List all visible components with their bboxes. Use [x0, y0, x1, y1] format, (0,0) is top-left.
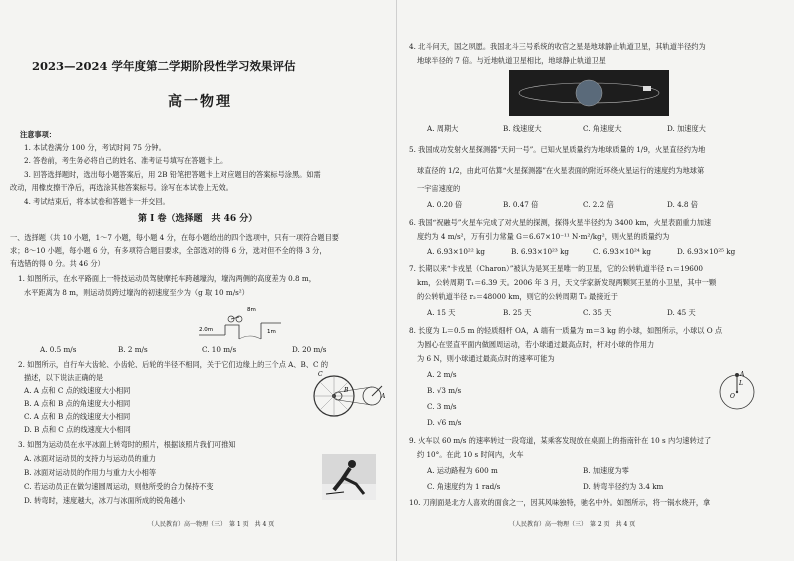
figure-label: L [739, 380, 743, 387]
question-10-stem: 10. 刀削面是北方人喜欢的面食之一，因其风味独特，驰名中外。如图所示，将一锅水烧开，拿 [409, 498, 711, 507]
notice-item: 改动，用橡皮擦干净后，再选涂其他答案标号。涂写在本试卷上无效。 [10, 183, 233, 192]
q8-option-a: A. 2 m/s [427, 370, 457, 379]
question-1-stem: 1. 如图所示，在水平路面上一特技运动员驾驶摩托车跨越壕沟，壕沟两侧的高度差为 0.8 m， [18, 274, 316, 283]
bicycle-gears-figure [310, 368, 390, 424]
figure-label: 2.0m [199, 327, 214, 333]
q4-option-a: A. 周期大 [427, 124, 459, 133]
notice-item: 1. 本试卷满分 100 分，考试时间 75 分钟。 [24, 143, 166, 152]
notice-item: 2. 答卷前，考生务必将自己的姓名、准考证号填写在答题卡上。 [24, 156, 228, 165]
section-heading: 第 Ⅰ 卷（选择题 共 46 分） [138, 214, 258, 224]
q4-option-b: B. 线速度大 [503, 124, 542, 133]
q9-option-a: A. 运动路程为 600 m [427, 466, 498, 475]
notice-heading: 注意事项： [20, 130, 56, 139]
question-7-stem: 7. 长期以来“卡戎星（Charon）”被认为是冥王星唯一的卫星，它的公转轨道半径 r₁＝19600 [409, 264, 703, 273]
q7-option-b: B. 25 天 [503, 308, 532, 317]
question-3-stem: 3. 如图为运动员在水平冰面上转弯时的照片，根据该照片我们可推知 [18, 440, 236, 449]
figure-label: A [740, 371, 745, 378]
question-6-stem: 度约为 4 m/s²，万有引力常量 G＝6.67×10⁻¹¹ N·m²/kg²，则火星的质量约为 [417, 232, 670, 241]
q3-option-d: D. 转弯时，速度越大，冰刀与冰面所成的锐角越小 [24, 496, 186, 505]
q6-option-c: C. 6.93×10²⁴ kg [593, 247, 651, 256]
q8-option-b: B. √3 m/s [427, 386, 462, 395]
figure-label: B [344, 387, 349, 394]
q4-option-d: D. 加速度大 [667, 124, 706, 133]
q2-option-d: D. B 点和 C 点的线速度大小相同 [24, 425, 131, 434]
q3-option-c: C. 若运动员正在做匀速圆周运动，则他所受的合力保持不变 [24, 482, 214, 491]
question-2-stem: 描述，以下说法正确的是 [24, 373, 104, 382]
q2-option-a: A. A 点和 C 点的线速度大小相同 [24, 386, 131, 395]
rod-circle-figure [715, 368, 759, 412]
q9-option-c: C. 角速度约为 1 rad/s [427, 482, 501, 491]
page-footer: （人民教育）高一物理（三） 第 2 页 共 4 页 [509, 521, 636, 528]
intro-line: 求；8～10 小题，每小题 6 分，有多项符合题目要求，全部选对的得 6 分，选对但不全的得 3 分， [10, 246, 327, 255]
q1-option-b: B. 2 m/s [118, 345, 148, 354]
figure-label: 8m [247, 307, 256, 313]
subject-title: 高一物理 [168, 94, 232, 110]
question-9-stem: 9. 火车以 60 m/s 的速率转过一段弯道，某乘客发现放在桌面上的指南针在 10 s 内匀速转过了 [409, 436, 712, 445]
q9-option-d: D. 转弯半径约为 3.4 km [583, 482, 664, 491]
question-5-stem: 球直径的 1/2，由此可估算“火星探测器”在火星表面的附近环绕火星运行的速度约为地球第 [417, 166, 705, 175]
figure-label: C [318, 371, 323, 378]
question-7-stem: km，公转周期 T₁＝6.39 天。2006 年 3 月，天文学家新发现两颗冥王星的小卫星，其中一颗 [417, 278, 717, 287]
q1-option-c: C. 10 m/s [202, 345, 237, 354]
figure-label: A [381, 393, 386, 400]
question-5-stem: 5. 我国成功发射火星探测器“天问一号”。已知火星质量约为地球质量的 1/9，火星直径约为地 [409, 145, 706, 154]
q8-option-d: D. √6 m/s [427, 418, 462, 427]
q1-option-a: A. 0.5 m/s [40, 345, 77, 354]
q6-option-b: B. 6.93×10²³ kg [511, 247, 570, 256]
q5-option-d: D. 4.8 倍 [667, 200, 698, 209]
intro-line: 有选错的得 0 分。共 46 分） [10, 259, 105, 268]
q7-option-a: A. 15 天 [427, 308, 456, 317]
notice-item: 3. 回答选择题时，选出每小题答案后，用 2B 铅笔把答题卡上对应题目的答案标号涂黑。如需 [24, 170, 321, 179]
q7-option-c: C. 35 天 [583, 308, 612, 317]
question-8-stem: 为 6 N，则小球通过最高点时的速率可能为 [417, 354, 555, 363]
q9-option-b: B. 加速度为零 [583, 466, 629, 475]
q5-option-a: A. 0.20 倍 [427, 200, 463, 209]
q3-option-a: A. 冰面对运动员的支持力与运动员的重力 [24, 454, 156, 463]
intro-line: 一、选择题（共 10 小题，1～7 小题，每小题 4 分，在每小题给出的四个选项中，只有一项符合题目要 [10, 233, 339, 242]
notice-item: 4. 考试结束后，将本试卷和答题卡一并交回。 [24, 197, 170, 206]
question-9-stem: 约 10°。在此 10 s 时间内，火车 [417, 450, 524, 459]
q3-option-b: B. 冰面对运动员的作用力与重力大小相等 [24, 468, 157, 477]
question-8-stem: 为圆心在竖直平面内做圆周运动，若小球通过最高点时，杆对小球的作用力 [417, 340, 655, 349]
q6-option-a: A. 6.93×10²² kg [427, 247, 485, 256]
q2-option-b: B. A 点和 B 点的角速度大小相同 [24, 399, 131, 408]
q4-option-c: C. 角速度大 [583, 124, 622, 133]
question-4-stem: 地球半径的 7 倍。与近地轨道卫星相比，地球静止轨道卫星 [417, 56, 606, 65]
question-1-stem: 水平距离为 8 m，则运动员跨过壕沟的初速度至少为（g 取 10 m/s²） [24, 288, 249, 297]
question-4-stem: 4. 北斗问天，国之夙愿。我国北斗三号系统的收官之星是地球静止轨道卫星，其轨道半径约为 [409, 42, 706, 51]
figure-label: 1m [267, 329, 276, 335]
motorcycle-jump-figure [195, 303, 285, 341]
exam-title: 2023—2024 学年度第二学期阶段性学习效果评估 [32, 59, 296, 73]
right-page [397, 0, 794, 561]
satellite-orbit-figure [509, 70, 669, 116]
question-8-stem: 8. 长度为 L＝0.5 m 的轻质细杆 OA，A 端有一质量为 m＝3 kg 的小球，如图所示，小球以 O 点 [409, 326, 723, 335]
question-7-stem: 的公转轨道半径 r₂＝48000 km，则它的公转周期 T₂ 最接近于 [417, 292, 618, 301]
q1-option-d: D. 20 m/s [292, 345, 327, 354]
q6-option-d: D. 6.93×10²⁵ kg [677, 247, 736, 256]
q5-option-b: B. 0.47 倍 [503, 200, 539, 209]
q2-option-c: C. A 点和 B 点的线速度大小相同 [24, 412, 131, 421]
q7-option-d: D. 45 天 [667, 308, 696, 317]
question-2-stem: 2. 如图所示，自行车大齿轮、小齿轮、后轮的半径不相同，关于它们边缘上的三个点 A、B、C 的 [18, 360, 329, 369]
q5-option-c: C. 2.2 倍 [583, 200, 614, 209]
question-6-stem: 6. 我国“祝融号”火星车完成了对火星的探测，探得火星半径约为 3400 km，火星表面重力加速 [409, 218, 712, 227]
speed-skater-photo [322, 454, 376, 500]
figure-label: O [730, 393, 735, 400]
page-footer: （人民教育）高一物理（三） 第 1 页 共 4 页 [148, 521, 275, 528]
q8-option-c: C. 3 m/s [427, 402, 457, 411]
question-5-stem: 一宇宙速度的 [417, 184, 461, 193]
